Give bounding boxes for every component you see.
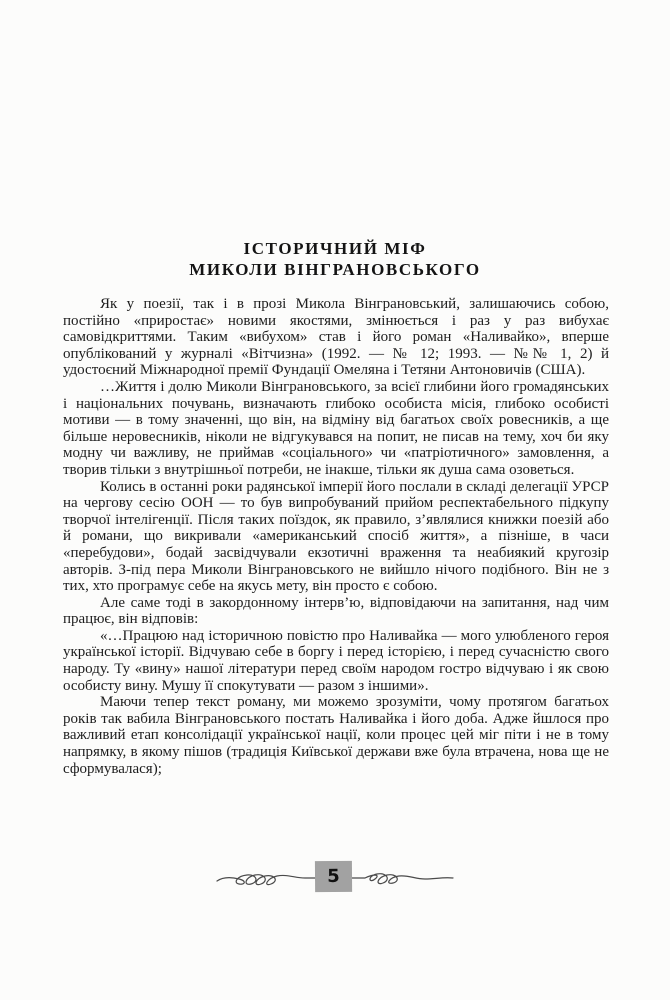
page-number-badge	[315, 861, 352, 892]
paragraph: Як у поезії, так і в прозі Микола Вінграновський, залишаючись собою, постійно «приростає» новими якостями, змінюється і раз у раз вибухає самовідкриттями. Таким «вибухом» став і його роман «Наливайко», вперше опублікований у журналі «Вітчизна» (1992. — № 12; 1993. — №№ 1, 2) й удостоєний Міжнародної премії Фундації Омеляна і Тетяни Антоновичів (США).	[63, 296, 609, 379]
chapter-title-line2: МИКОЛИ ВІНГРАНОВСЬКОГО	[189, 260, 481, 279]
paragraph: Але саме тоді в закордонному інтерв’ю, відповідаючи на запитання, над чим працює, він відповів:	[63, 594, 609, 628]
paragraph: …Життя і долю Миколи Вінграновського, за всієї глибини його громадянських і національних почувань, визначають глибоко особиста місія, глибоко особисті мотиви — в тому значенні, що він, на відміну від багатьох своїх ровесників, а ще більше неровесників, ніколи не відгукувався на попит, не писав на тему, хоч би яку модну чи важливу, не приймав «соціального» чи «патріотичного» замовлення, а творив тільки з внутрішньої потреби, не інакше, тільки як душа сама озоветься.	[63, 378, 609, 478]
chapter-title-line1: ІСТОРИЧНИЙ МІФ	[243, 239, 427, 258]
paragraph: Колись в останні роки радянської імперії його послали в складі делегації УРСР на чергову сесію ООН — то був випробуваний прийом респектабельного підкупу творчої інтелігенції. Після таких поїздок, як правило, з’являлися книжки поезій або й романи, що викривали «американський спосіб життя», а пізніше, в часи «перебудови», бодай засвідчували екзотичні враження та неабиякий кругозір авторів. З-під пера Миколи Вінграновського не вийшло нічого подібного. Він не з тих, хто програмує себе на якусь мету, він просто є собою.	[63, 478, 609, 595]
paragraph: Маючи тепер текст роману, ми можемо зрозуміти, чому протягом багатьох років так вабила Вінграновського постать Наливайка і його доба. Адже йшлося про важливий етап консолідації української нації, коли процес цей міг піти і не в тому напрямку, в якому пішов (традиція Київської держави вже була втрачена, нова ще не сформувалася);	[63, 694, 609, 777]
chapter-body	[63, 296, 609, 777]
chapter-title	[0, 238, 670, 280]
page-number: 5	[327, 865, 340, 888]
paragraph: «…Працюю над історичною повістю про Наливайка — мого улюбленого героя української історії. Відчуваю себе в боргу і перед історією, і перед сучасністю свого народу. Ту «вину» нашої літератури перед своїм народом гостро відчуваю і як свою особисту вину. Мушу її спокутувати — разом з іншими».	[63, 627, 609, 694]
page-footer	[0, 858, 670, 902]
